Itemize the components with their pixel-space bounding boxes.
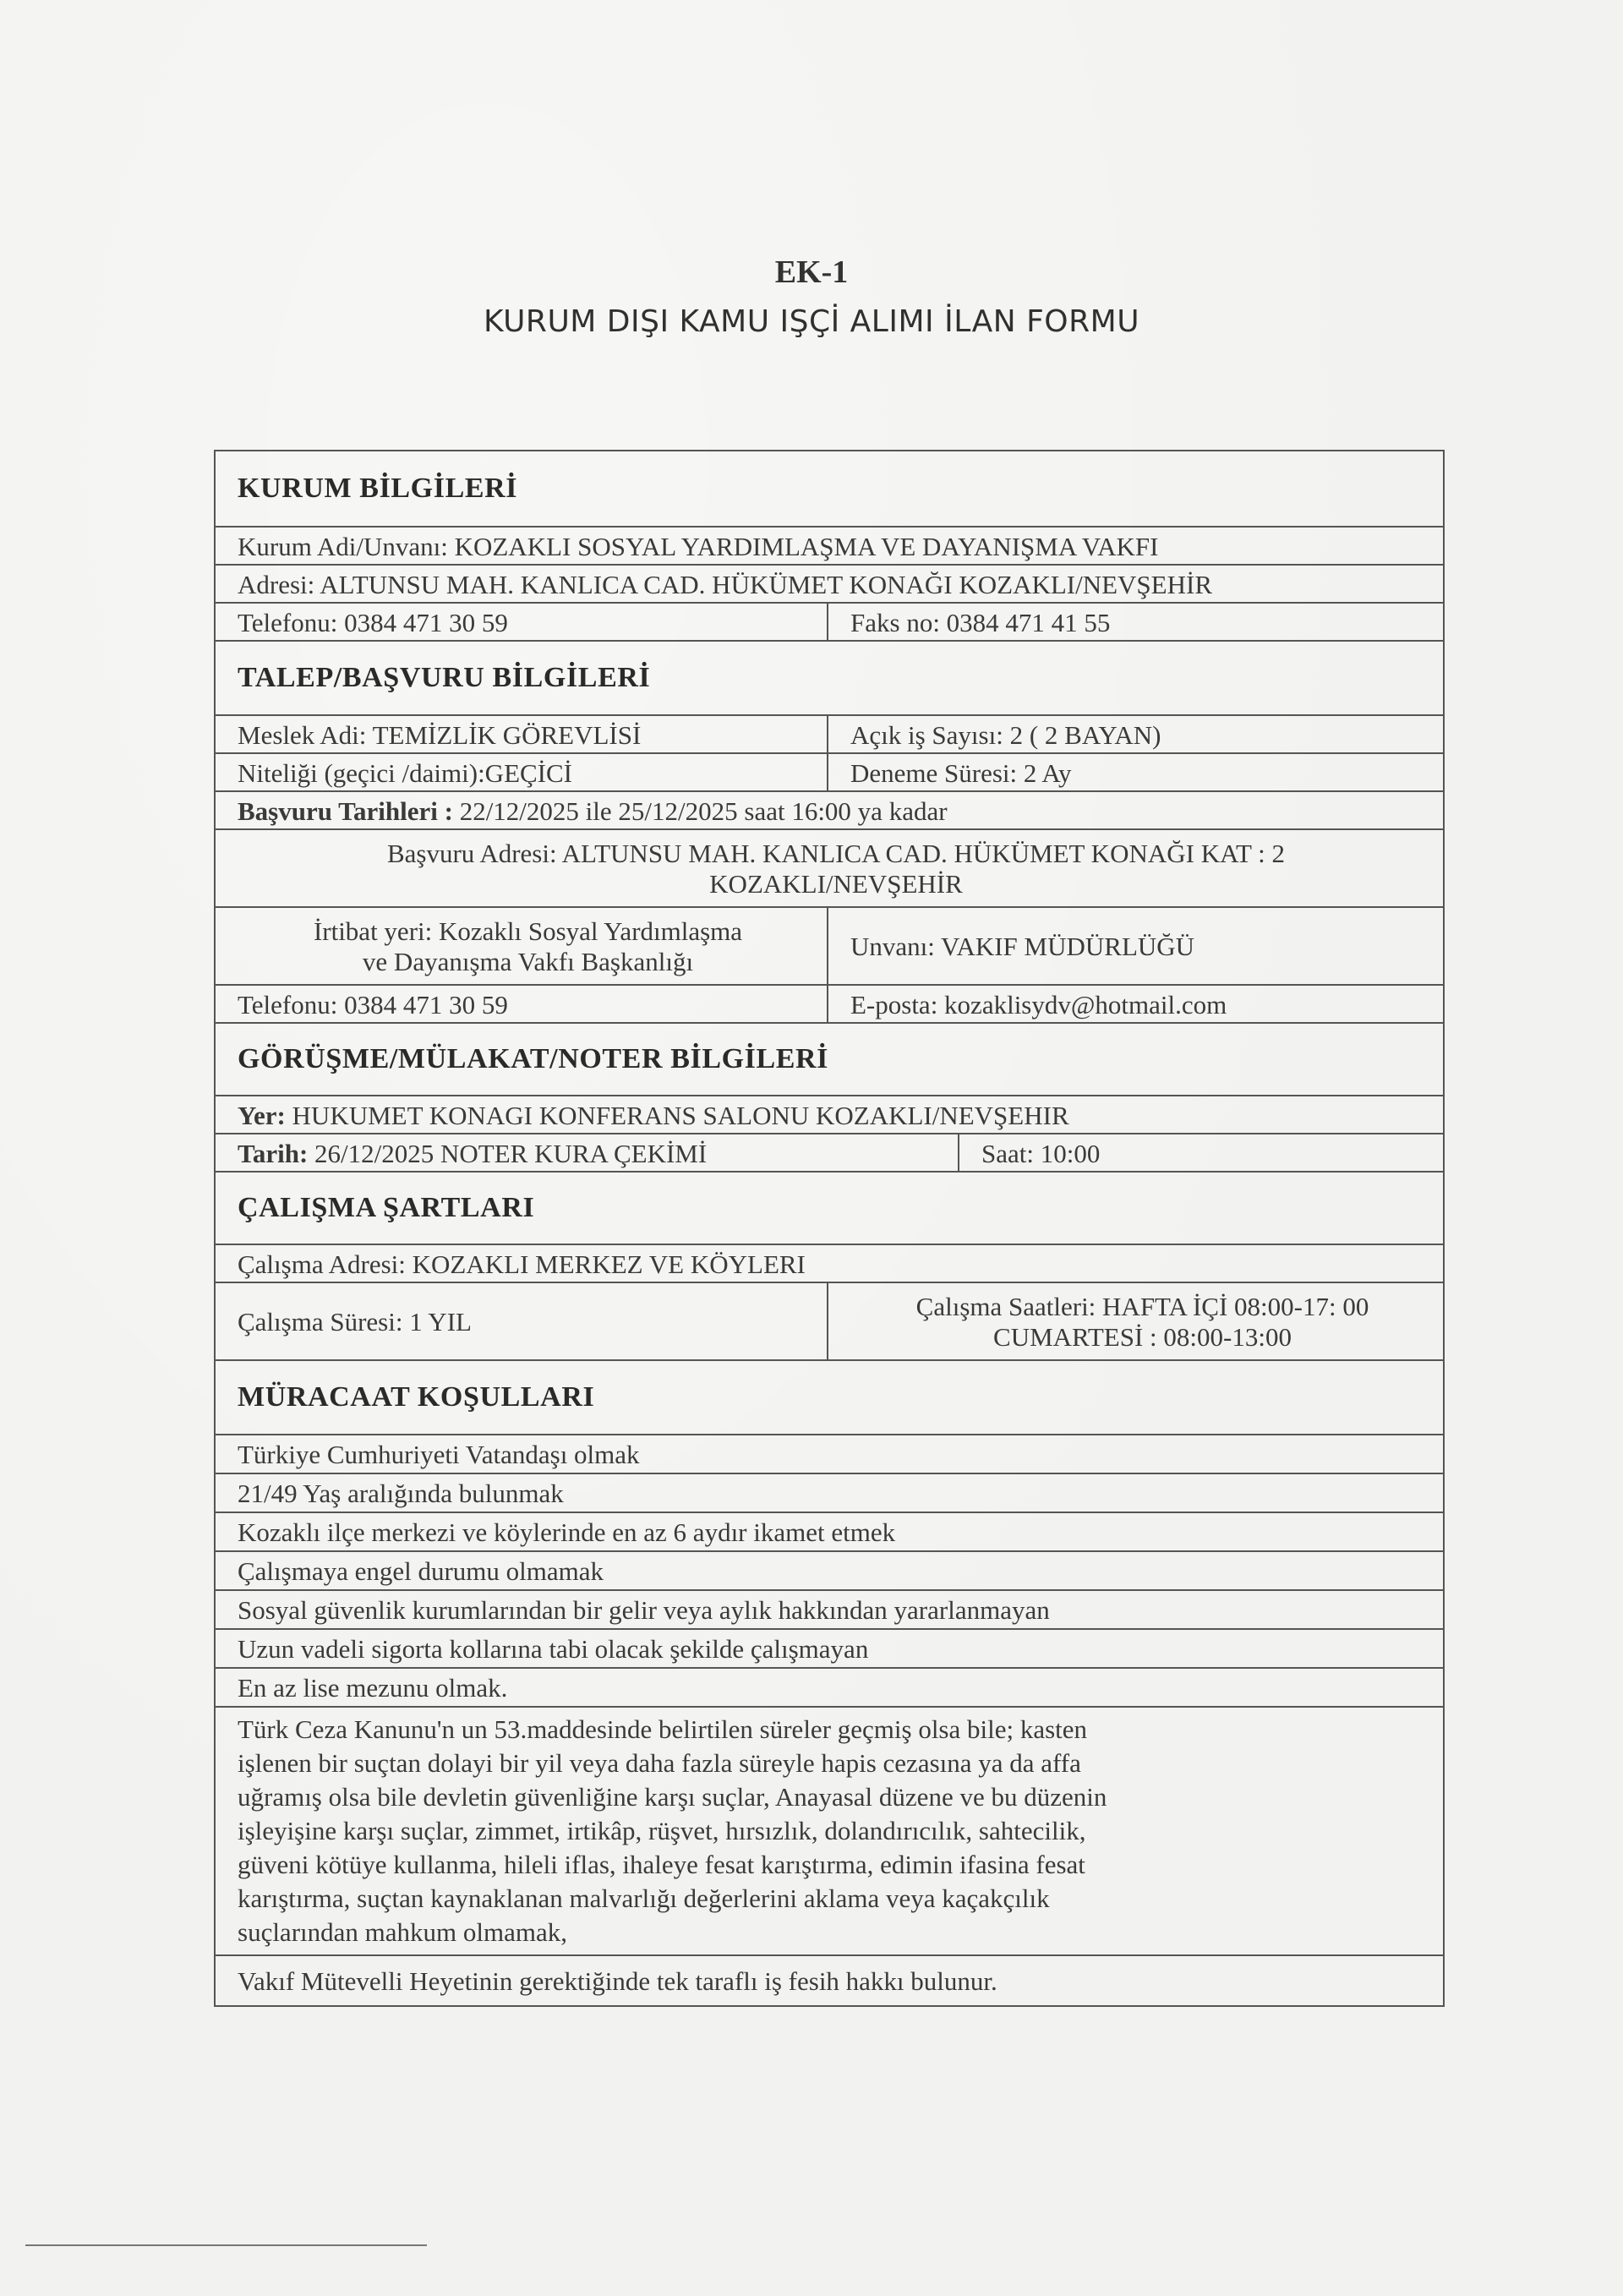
- muracaat-item-row: [216, 1669, 1443, 1708]
- talep-contact-row: [216, 986, 1443, 1024]
- muracaat-item-engel: Çalışmaya engel durumu olmamak: [238, 1556, 604, 1586]
- gorusme-yer: [216, 1096, 1443, 1133]
- muracaat-ceza-kanunu: [216, 1708, 1443, 1954]
- ceza-line: güveni kötüye kullanma, hileli iflas, ihaleye fesat karıştırma, edimin ifasina fesat: [238, 1850, 1085, 1879]
- muracaat-item-yas: 21/49 Yaş aralığında bulunmak: [238, 1479, 564, 1508]
- muracaat-item-row: [216, 1630, 1443, 1669]
- talep-irtibat: [216, 908, 828, 984]
- muracaat-item-sigorta: Uzun vadeli sigorta kollarına tabi olacak şekilde çalışmayan: [238, 1634, 869, 1664]
- muracaat-fesih-hakki: Vakıf Mütevelli Heyetinin gerektiğinde tek taraflı iş fesih hakkı bulunur.: [238, 1966, 997, 1996]
- calisma-suresi: Çalışma Süresi: 1 YIL: [216, 1283, 828, 1359]
- section-muracaat-header: [216, 1361, 1443, 1435]
- gorusme-yer-row: [216, 1096, 1443, 1134]
- talep-adres-row: [216, 830, 1443, 908]
- talep-acik-is: Açık iş Sayısı: 2 ( 2 BAYAN): [850, 719, 1161, 750]
- gorusme-tarih-label: Tarih:: [238, 1138, 309, 1168]
- gorusme-saat: Saat: 10:00: [981, 1138, 1101, 1168]
- muracaat-item-sosyal-guvenlik: Sosyal güvenlik kurumlarından bir gelir veya aylık hakkından yararlanmayan: [238, 1595, 1050, 1625]
- muracaat-item-lise: En az lise mezunu olmak.: [238, 1673, 508, 1703]
- calisma-saatleri: [828, 1283, 1443, 1359]
- calisma-saatleri-line-2: CUMARTESİ : 08:00-13:00: [993, 1322, 1292, 1352]
- section-title-calisma: ÇALIŞMA ŞARTLARI: [238, 1192, 535, 1223]
- talep-basvuru-tarihleri: [216, 792, 1443, 828]
- gorusme-yer-label: Yer:: [238, 1100, 286, 1130]
- talep-niteligi: Niteliği (geçici /daimi):GEÇİCİ: [216, 754, 828, 790]
- document-code: EK-1: [774, 254, 849, 290]
- gorusme-tarih-value: 26/12/2025 NOTER KURA ÇEKİMİ: [308, 1138, 708, 1168]
- talep-irtibat-row: [216, 908, 1443, 986]
- calisma-sure-row: [216, 1283, 1443, 1361]
- kurum-adres-row: [216, 566, 1443, 604]
- calisma-adres: Çalışma Adresi: KOZAKLI MERKEZ VE KÖYLERI: [238, 1249, 806, 1279]
- talep-eposta: E-posta: kozaklisydv@hotmail.com: [850, 989, 1227, 1020]
- talep-adres-line-1: Başvuru Adresi: ALTUNSU MAH. KANLICA CAD. HÜKÜMET KONAĞI KAT : 2: [386, 839, 1286, 868]
- kurum-contact-row: [216, 604, 1443, 642]
- muracaat-item-vatandas: Türkiye Cumhuriyeti Vatandaşı olmak: [238, 1440, 640, 1469]
- document-title: KURUM DIŞI KAMU IŞÇİ ALIMI İLAN FORMU: [483, 304, 1140, 339]
- muracaat-item-row: [216, 1435, 1443, 1474]
- section-kurum-header: [216, 451, 1443, 528]
- section-title-talep: TALEP/BAŞVURU BİLGİLERİ: [238, 662, 651, 693]
- ceza-line: karıştırma, suçtan kaynaklanan malvarlığı değerlerini aklama veya kaçakçılık: [238, 1883, 1050, 1913]
- muracaat-ceza-row: [216, 1708, 1443, 1956]
- muracaat-item-ikamet: Kozaklı ilçe merkezi ve köylerinde en az 6 aydır ikamet etmek: [238, 1517, 896, 1547]
- talep-adres-line-2: KOZAKLI/NEVŞEHİR: [709, 869, 963, 899]
- calisma-adres-row: [216, 1245, 1443, 1283]
- calisma-saatleri-line-1: Çalışma Saatleri: HAFTA İÇİ 08:00-17: 00: [915, 1292, 1369, 1321]
- talep-unvan: Unvanı: VAKIF MÜDÜRLÜĞÜ: [850, 932, 1195, 961]
- section-talep-header: [216, 642, 1443, 716]
- muracaat-item-row: [216, 1474, 1443, 1513]
- section-gorusme-header: [216, 1024, 1443, 1096]
- footer-rule: [25, 2244, 427, 2246]
- section-title-gorusme: GÖRÜŞME/MÜLAKAT/NOTER BİLGİLERİ: [238, 1043, 829, 1074]
- gorusme-tarih: [216, 1134, 959, 1171]
- section-title-muracaat: MÜRACAAT KOŞULLARI: [238, 1381, 595, 1413]
- talep-tarih-label: Başvuru Tarihleri :: [238, 795, 453, 826]
- muracaat-item-row: [216, 1552, 1443, 1591]
- kurum-unvan-row: [216, 528, 1443, 566]
- ceza-line: uğramış olsa bile devletin güvenliğine karşı suçlar, Anayasal düzene ve bu düzenin: [238, 1782, 1107, 1812]
- talep-telefon: Telefonu: 0384 471 30 59: [216, 986, 828, 1022]
- talep-nitelik-row: [216, 754, 1443, 792]
- kurum-faks: Faks no: 0384 471 41 55: [850, 607, 1111, 637]
- section-calisma-header: [216, 1173, 1443, 1245]
- muracaat-fesih-row: [216, 1956, 1443, 2005]
- talep-deneme: Deneme Süresi: 2 Ay: [850, 757, 1072, 788]
- ceza-line: suçlarından mahkum olmamak,: [238, 1917, 567, 1947]
- talep-irtibat-line-1: İrtibat yeri: Kozaklı Sosyal Yardımlaşma: [313, 916, 743, 946]
- gorusme-tarih-row: [216, 1134, 1443, 1173]
- announcement-form-table: [214, 450, 1445, 2007]
- ceza-line: işlenen bir suçtan dolayi bir yil veya daha fazla süreyle hapis cezasına ya da affa: [238, 1748, 1081, 1778]
- muracaat-item-row: [216, 1513, 1443, 1552]
- talep-tarih-row: [216, 792, 1443, 830]
- talep-meslek-row: [216, 716, 1443, 754]
- kurum-telefon: Telefonu: 0384 471 30 59: [216, 604, 828, 640]
- talep-tarih-value: 22/12/2025 ile 25/12/2025 saat 16:00 ya kadar: [452, 795, 948, 826]
- muracaat-item-row: [216, 1591, 1443, 1630]
- talep-meslek: Meslek Adi: TEMİZLİK GÖREVLİSİ: [216, 716, 828, 752]
- talep-basvuru-adresi: [216, 830, 1443, 906]
- kurum-adres: Adresi: ALTUNSU MAH. KANLICA CAD. HÜKÜMET KONAĞI KOZAKLI/NEVŞEHİR: [238, 569, 1212, 599]
- gorusme-yer-value: HUKUMET KONAGI KONFERANS SALONU KOZAKLI/NEVŞEHIR: [285, 1100, 1069, 1130]
- kurum-unvan: Kurum Adi/Unvanı: KOZAKLI SOSYAL YARDIMLAŞMA VE DAYANIŞMA VAKFI: [238, 531, 1159, 561]
- ceza-line: işleyişine karşı suçlar, zimmet, irtikâp, rüşvet, hırsızlık, dolandırıcılık, sahtecilik,: [238, 1816, 1086, 1845]
- ceza-line: Türk Ceza Kanunu'n un 53.maddesinde belirtilen süreler geçmiş olsa bile; kasten: [238, 1714, 1088, 1744]
- talep-irtibat-line-2: ve Dayanışma Vakfı Başkanlığı: [362, 947, 694, 976]
- section-title-kurum: KURUM BİLGİLERİ: [238, 473, 518, 504]
